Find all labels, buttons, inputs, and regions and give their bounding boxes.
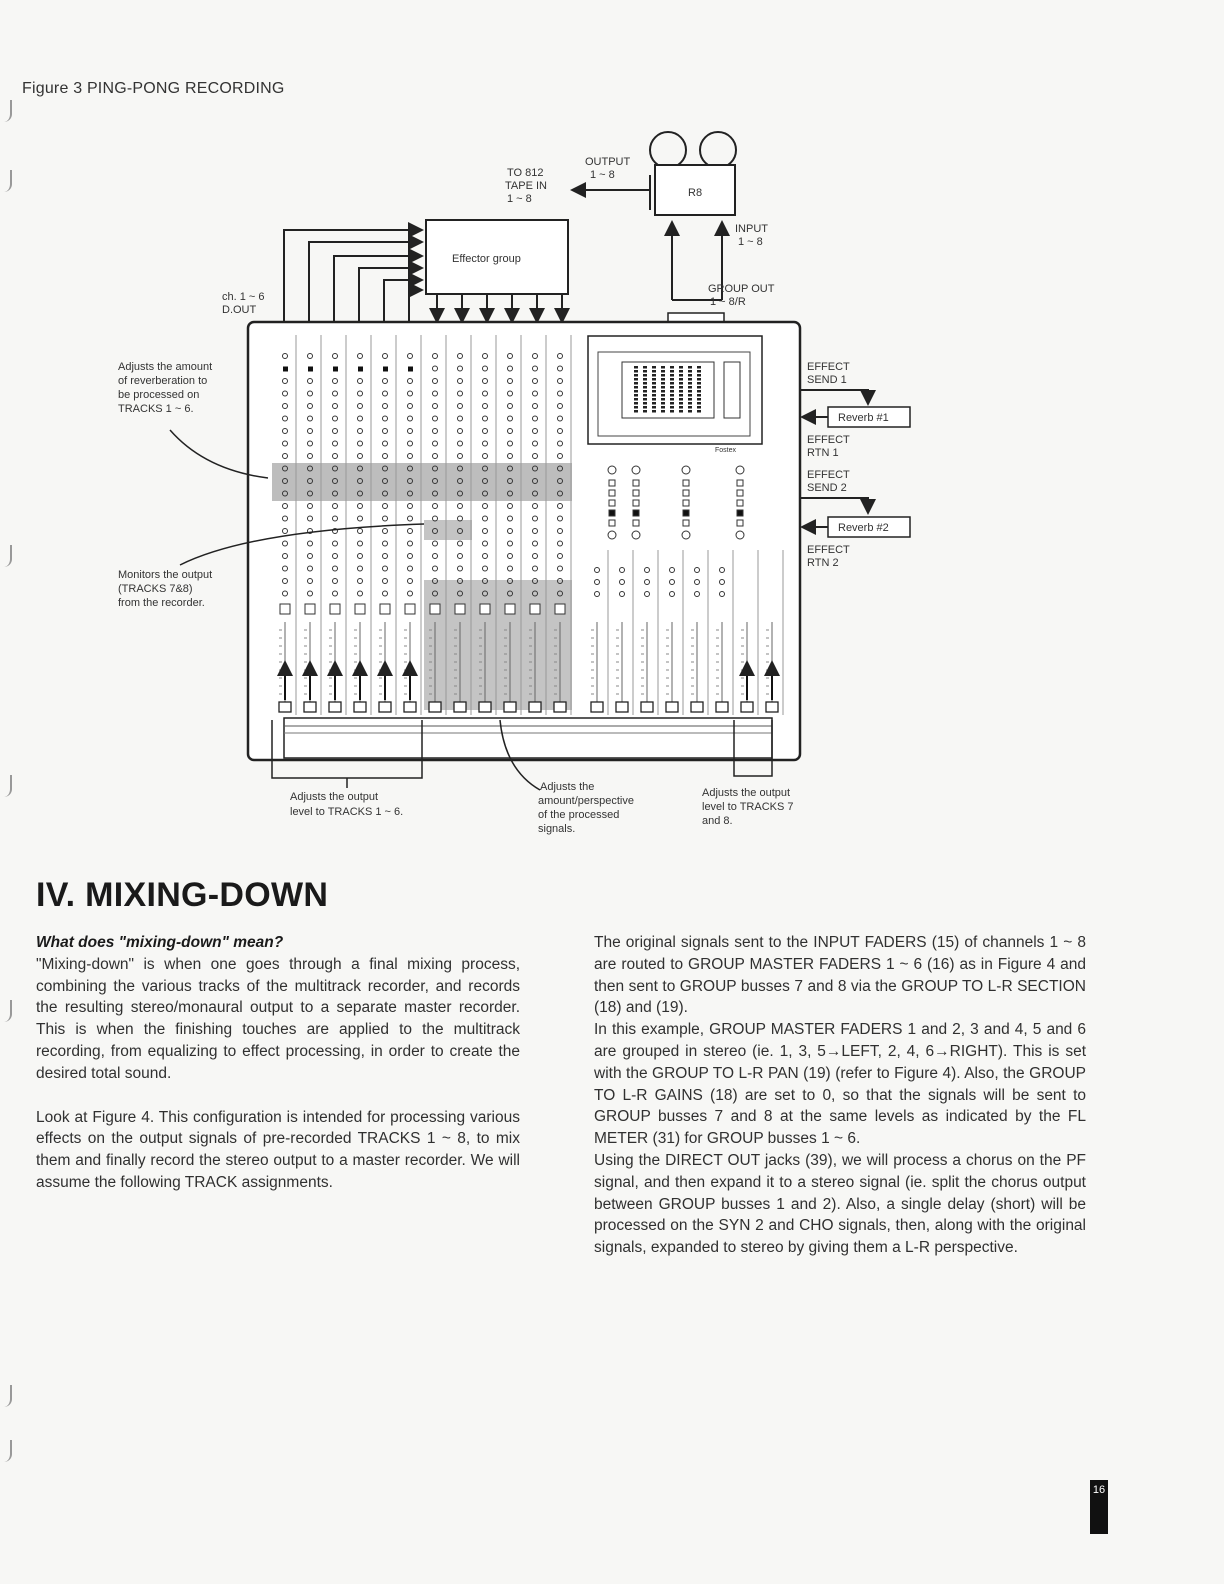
callout-perspective-line: amount/perspective xyxy=(538,795,634,807)
reverb-1-box xyxy=(828,407,910,427)
binding-mark xyxy=(0,1385,12,1407)
right-column xyxy=(594,932,1086,1259)
callout-perspective-line: Adjusts the xyxy=(540,781,595,793)
paragraph: The original signals sent to the INPUT FADERS (15) of channels 1 ~ 8 are routed to GROUP MASTER FADERS 1 ~ 6 (16) as in Figure 4 and then sent to GROUP busses 7 and 8 via the GROUP TO L-R SECTION (18) and (19). xyxy=(594,934,1086,1017)
effector-group-box xyxy=(426,220,568,294)
binding-mark xyxy=(0,1000,12,1022)
callout-output78-line: Adjusts the output xyxy=(702,787,791,799)
section-heading: IV. MIXING-DOWN xyxy=(36,876,329,914)
callout-output16-line: Adjusts the output xyxy=(290,791,379,803)
callout-reverb-line: TRACKS 1 ~ 6. xyxy=(118,403,194,415)
callout-output-1-6 xyxy=(290,791,403,818)
output-label-range: 1 ~ 8 xyxy=(590,169,615,181)
callout-reverb-line: of reverberation to xyxy=(118,375,208,387)
to812-label-3: 1 ~ 8 xyxy=(507,193,532,205)
callout-perspective-line: signals. xyxy=(538,823,576,835)
reverb2-label: Reverb #2 xyxy=(838,522,889,534)
input-label: INPUT xyxy=(735,223,768,235)
page-number: 16 xyxy=(1090,1480,1108,1534)
effect-rtn2-label: EFFECT xyxy=(807,544,850,556)
paragraph: "Mixing-down" is when one goes through a final mixing process, combining the various tracks of the multitrack recorder, and records the resulting stereo/monaural output to a separate master recorder. This is when the finishing touches are applied to the multitrack recording, from equalizing to effect processing, in order to create the desired total sound. xyxy=(36,955,520,1082)
recorder-r8 xyxy=(650,132,736,215)
recorder-label: R8 xyxy=(688,187,703,199)
callout-reverb xyxy=(118,361,268,478)
callout-monitors-line: from the recorder. xyxy=(118,597,205,609)
callout-output16-line: level to TRACKS 1 ~ 6. xyxy=(290,806,404,818)
callout-perspective xyxy=(538,781,634,835)
callout-output78-line: level to TRACKS 7 xyxy=(702,801,794,813)
paragraph: Using the DIRECT OUT jacks (39), we will process a chorus on the PF signal, and then expand it to a stereo signal (ie. split the chorus output between GROUP busses 1 and 2). Also, a single delay (short) will be processed on the SYN 2 and CHO signals, then, along with the original signals, expanded to stereo by giving them a L-R perspective. xyxy=(594,1151,1086,1257)
monitor-shade xyxy=(424,520,472,540)
to812-label: TO 812 xyxy=(507,167,544,179)
chdout-label: ch. 1 ~ 6 xyxy=(222,291,265,303)
callout-perspective-line: of the processed xyxy=(538,809,620,821)
effect-send1-label-2: SEND 1 xyxy=(807,374,847,386)
reverb1-label: Reverb #1 xyxy=(838,412,889,424)
groupout-label-range: 1 ~ 8/R xyxy=(710,296,746,308)
to812-label-2: TAPE IN xyxy=(505,180,547,192)
paragraph: In this example, GROUP MASTER FADERS 1 and 2, 3 and 4, 5 and 6 are grouped in stereo (ie. 1, 3, 5→LEFT, 2, 4, 6→RIGHT). This is set with the GROUP TO L-R PAN (19) (refer to Figure 4). Also, the GROUP TO L-R GAINS (18) are set to 0, so that the signals will be sent to GROUP busses 7 and 8 at the same levels as indicated by the FL METER (31) for GROUP busses 1 ~ 6. xyxy=(594,1021,1086,1148)
brand-label: Fostex xyxy=(715,447,737,454)
reverb-2-box xyxy=(828,517,910,537)
callout-monitors-line: Monitors the output xyxy=(118,569,213,581)
binding-mark xyxy=(0,1440,12,1462)
output-label: OUTPUT xyxy=(585,156,631,168)
figure-caption: Figure 3 PING-PONG RECORDING xyxy=(22,80,285,97)
callout-reverb-line: Adjusts the amount xyxy=(118,361,213,373)
callout-output78-line: and 8. xyxy=(702,815,733,827)
callout-reverb-line: be processed on xyxy=(118,389,200,401)
effect-rtn1-label: EFFECT xyxy=(807,434,850,446)
callout-monitors-line: (TRACKS 7&8) xyxy=(118,583,193,595)
effect-rtn2-label-2: RTN 2 xyxy=(807,557,839,569)
input-label-range: 1 ~ 8 xyxy=(738,236,763,248)
paragraph: Look at Figure 4. This configuration is intended for processing various effects on the output signals of pre-recorded TRACKS 1 ~ 8, to mix them and finally record the stereo output to a master recorder. We will assume the following TRACK assignments. xyxy=(36,1108,520,1191)
left-column xyxy=(36,932,520,1194)
effect-rtn1-label-2: RTN 1 xyxy=(807,447,839,459)
chdout-label-2: D.OUT xyxy=(222,304,257,316)
groupout-label: GROUP OUT xyxy=(708,283,775,295)
effector-label: Effector group xyxy=(452,253,521,265)
effect-send1-label: EFFECT xyxy=(807,361,850,373)
callout-output-7-8 xyxy=(702,787,794,827)
effect-send-shade xyxy=(272,463,572,501)
meter-bridge xyxy=(588,336,762,454)
effect-send2-label: EFFECT xyxy=(807,469,850,481)
section-subheading: What does "mixing-down" mean? xyxy=(36,934,284,951)
effect-send2-label-2: SEND 2 xyxy=(807,482,847,494)
